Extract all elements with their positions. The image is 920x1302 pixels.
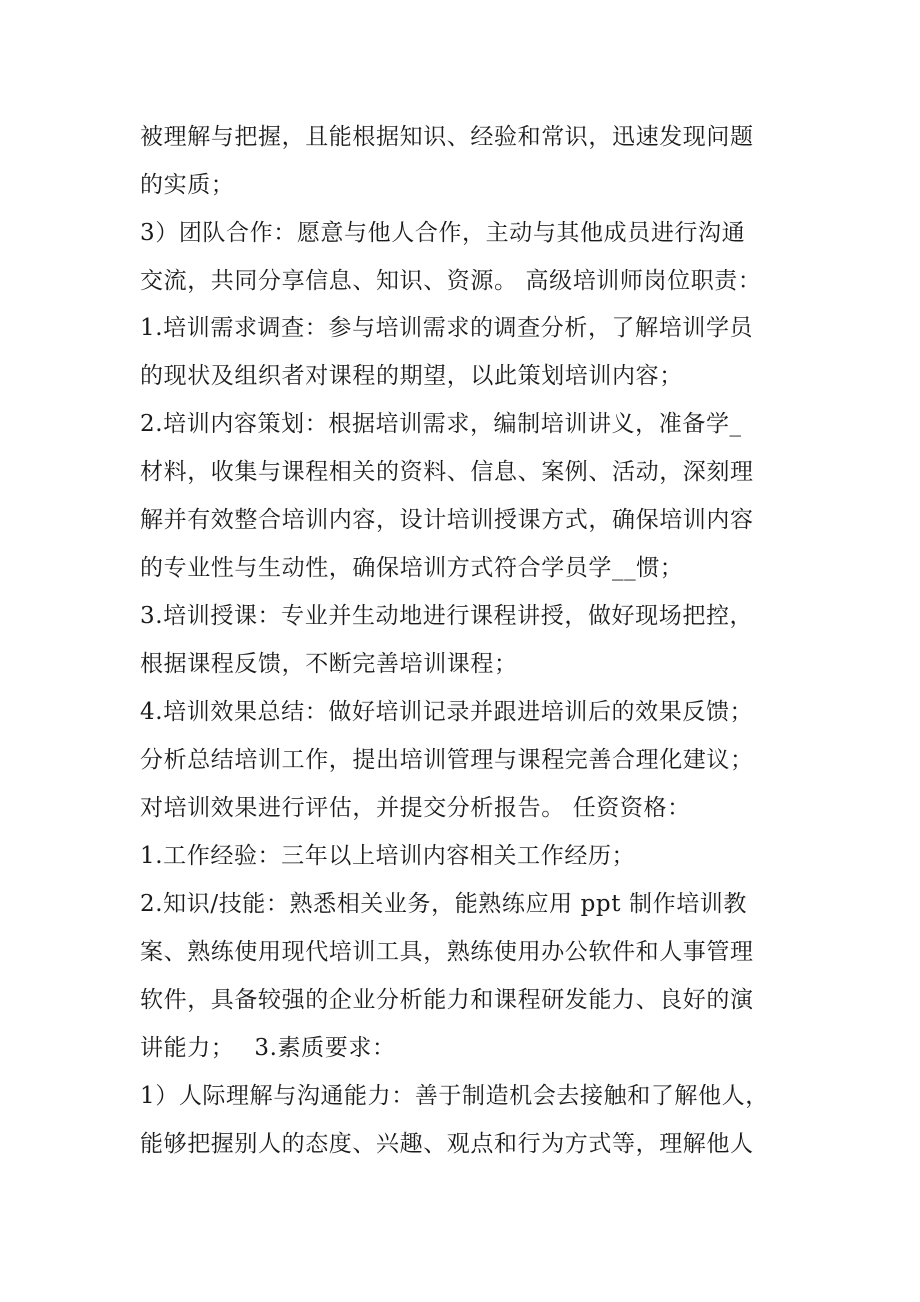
text-line: 2.培训内容策划：根据培训需求，编制培训讲义，准备学_ — [140, 411, 742, 437]
text-line: 的现状及组织者对课程的期望，以此策划培训内容； — [140, 363, 683, 389]
text-line: 材料，收集与课程相关的资料、信息、案例、活动，深刻理 — [140, 459, 754, 485]
text-line: 的专业性与生动性，确保培训方式符合学员学__惯； — [140, 555, 684, 581]
text-line: 3.培训授课：专业并生动地进行课程讲授，做好现场把控， — [140, 603, 754, 629]
text-line: 分析总结培训工作，提出培训管理与课程完善合理化建议； — [140, 747, 754, 773]
text-line: 根据课程反馈，不断完善培训课程； — [140, 651, 518, 677]
text-line: 2.知识/技能：熟悉相关业务，能熟练应用 ppt 制作培训教 — [140, 891, 748, 917]
text-line: 的实质； — [140, 172, 235, 198]
text-line: 解并有效整合培训内容，设计培训授课方式，确保培训内容 — [140, 507, 754, 533]
text-line: 1.培训需求调查：参与培训需求的调查分析，了解培训学员 — [140, 315, 754, 341]
text-line: 4.培训效果总结：做好培训记录并跟进培训后的效果反馈； — [140, 699, 754, 725]
text-line: 讲能力； 3.素质要求： — [140, 1035, 396, 1061]
text-line: 1）人际理解与沟通能力：善于制造机会去接触和了解他人， — [140, 1083, 769, 1109]
text-line: 交流，共同分享信息、知识、资源。 高级培训师岗位职责： — [140, 268, 762, 294]
text-line: 案、熟练使用现代培训工具，熟练使用办公软件和人事管理 — [140, 939, 754, 965]
text-line: 1.工作经验：三年以上培训内容相关工作经历； — [140, 843, 636, 869]
text-line: 软件，具备较强的企业分析能力和课程研发能力、良好的演 — [140, 987, 754, 1013]
text-line: 能够把握别人的态度、兴趣、观点和行为方式等，理解他人 — [140, 1131, 754, 1157]
text-line: 3）团队合作：愿意与他人合作，主动与其他成员进行沟通 — [140, 220, 746, 246]
text-line: 被理解与把握，且能根据知识、经验和常识，迅速发现问题 — [140, 124, 754, 150]
text-line: 对培训效果进行评估，并提交分析报告。 任资资格： — [140, 795, 691, 821]
